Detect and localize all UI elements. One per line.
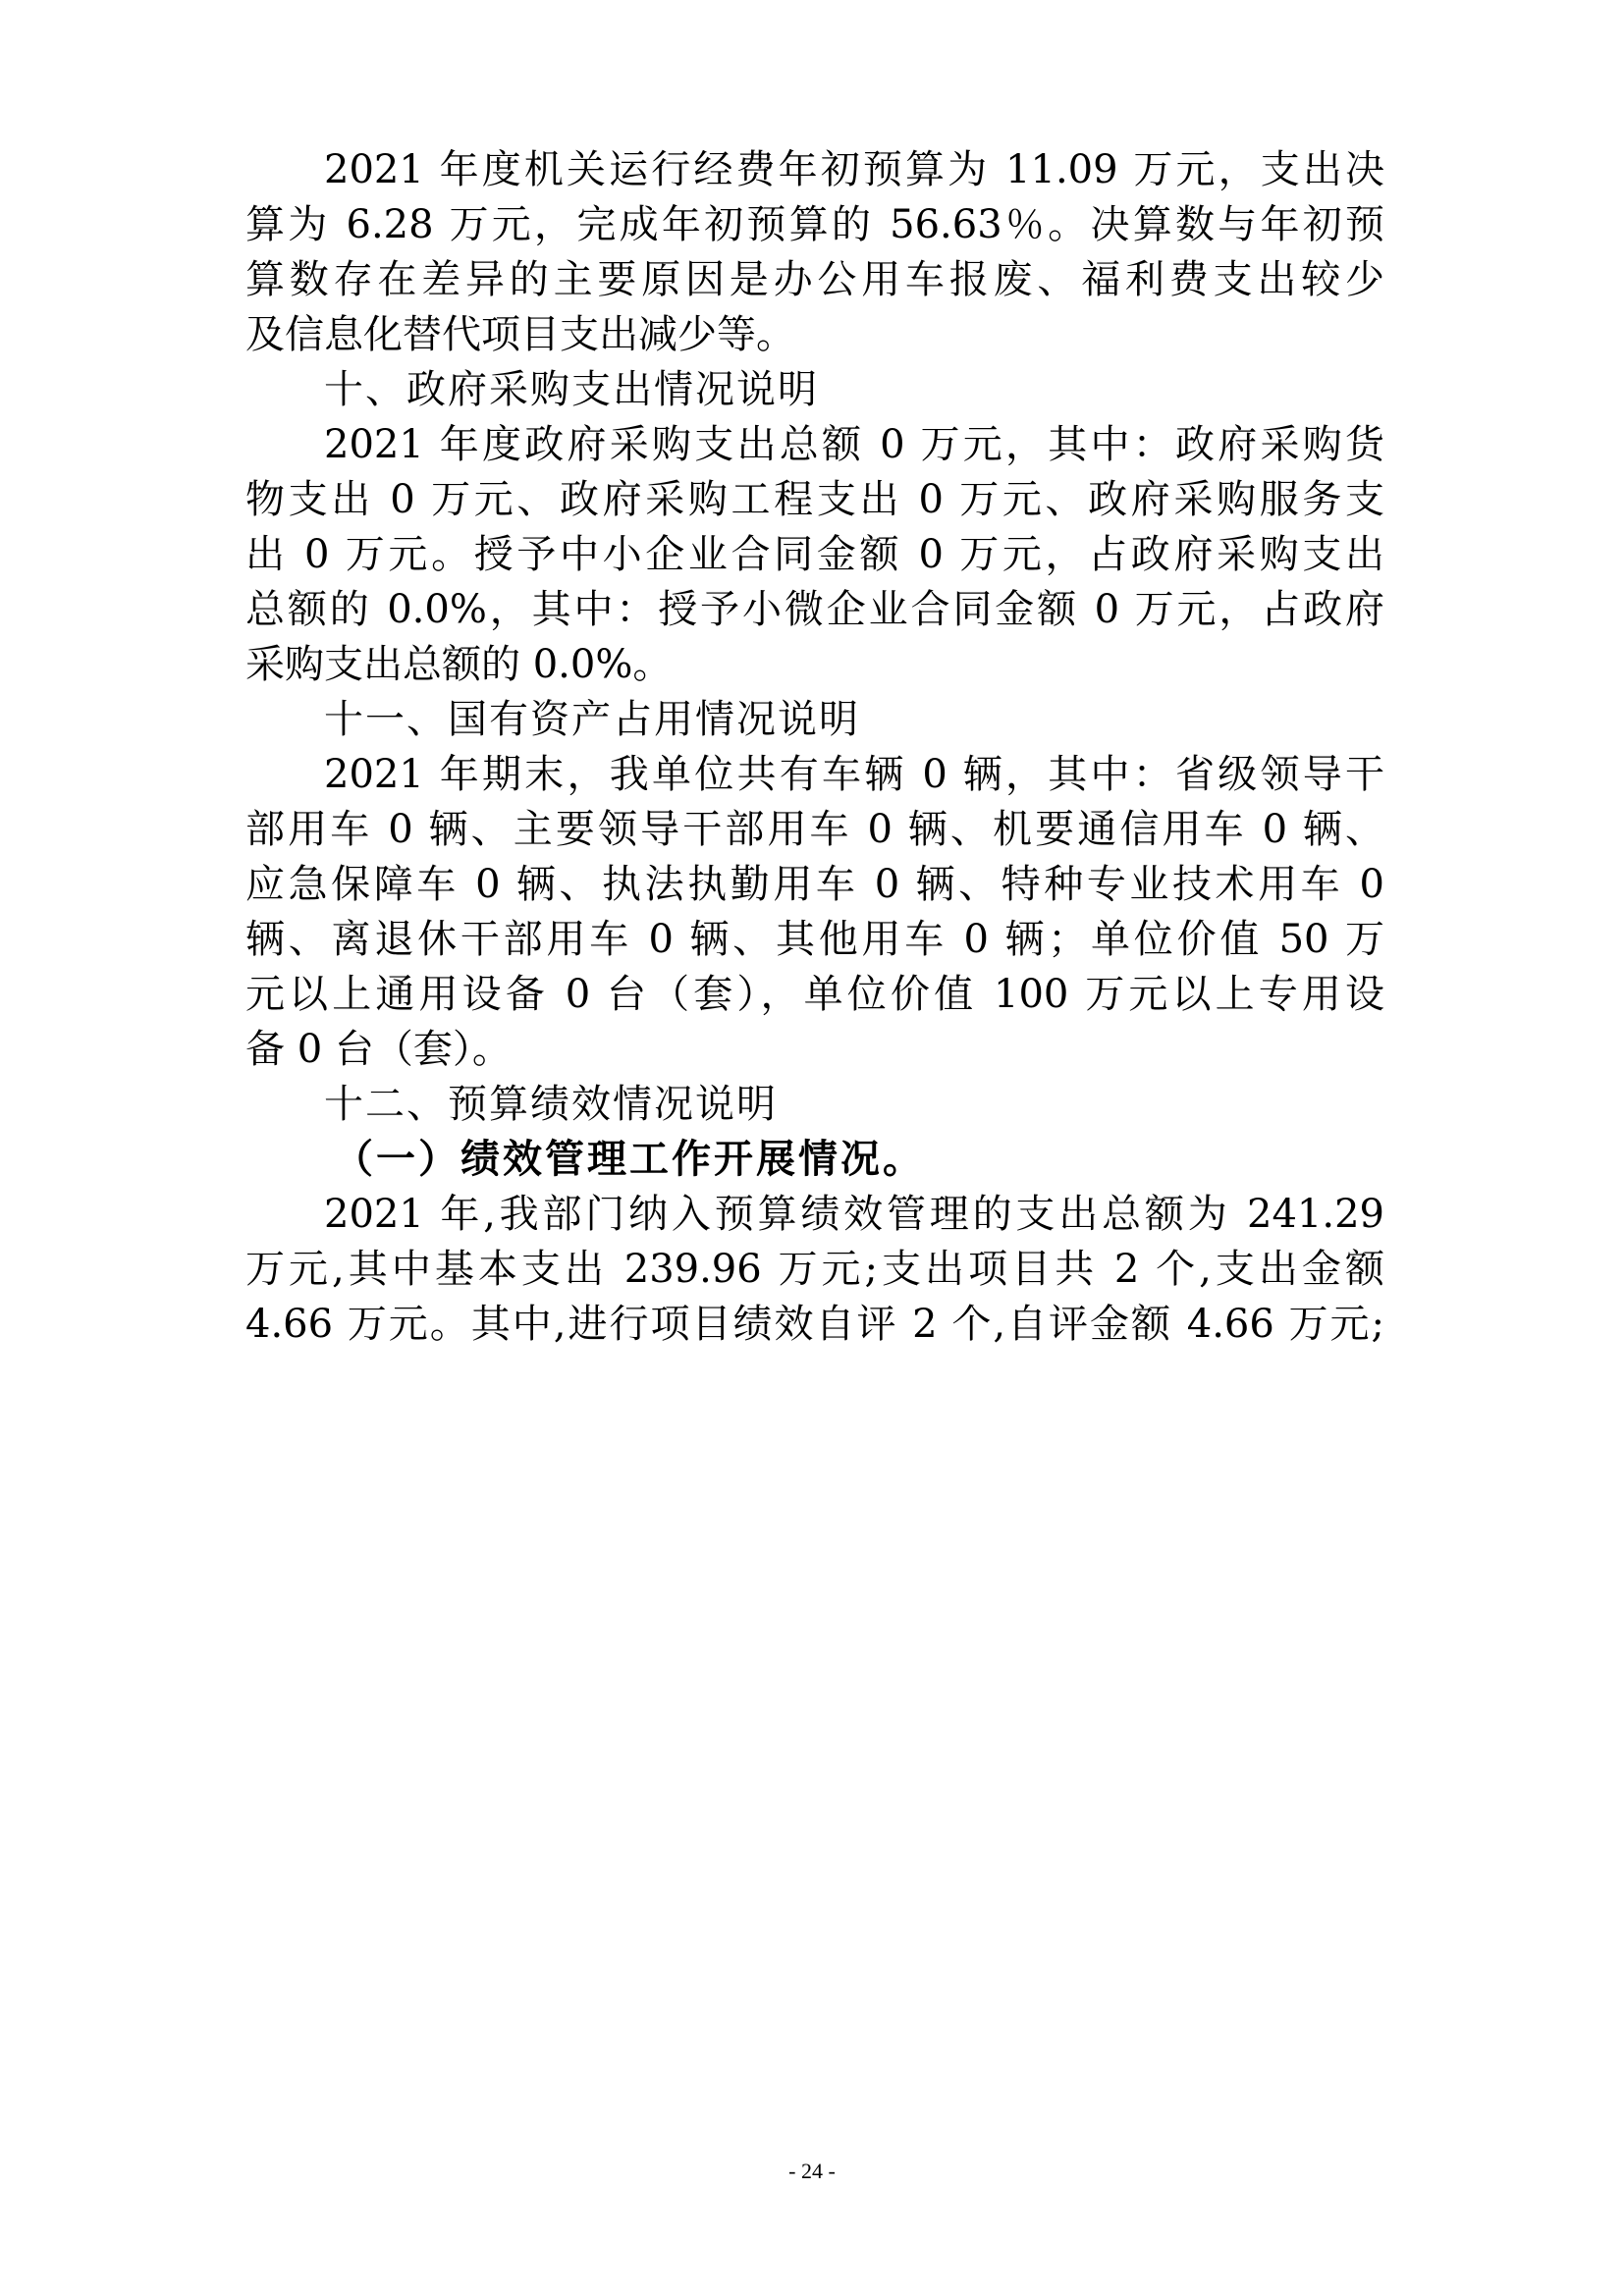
paragraph-line: 部用车 0 辆、主要领导干部用车 0 辆、机要通信用车 0 辆、 xyxy=(245,807,1384,852)
section-heading-11: 十一、国有资产占用情况说明 xyxy=(324,697,860,742)
paragraph-line: 2021 年,我部门纳入预算绩效管理的支出总额为 241.29 xyxy=(324,1192,1384,1237)
paragraph-line: 及信息化替代项目支出减少等。 xyxy=(245,312,795,357)
paragraph-line: 2021 年度政府采购支出总额 0 万元，其中：政府采购货 xyxy=(324,422,1384,467)
section-heading-10: 十、政府采购支出情况说明 xyxy=(324,367,819,412)
paragraph-line: 物支出 0 万元、政府采购工程支出 0 万元、政府采购服务支 xyxy=(245,477,1384,522)
paragraph-line: 2021 年度机关运行经费年初预算为 11.09 万元，支出决 xyxy=(324,147,1384,192)
page-number: - 24 - xyxy=(788,2159,836,2183)
subsection-heading-1: （一）绩效管理工作开展情况。 xyxy=(334,1137,925,1182)
paragraph-line: 出 0 万元。授予中小企业合同金额 0 万元，占政府采购支出 xyxy=(245,532,1384,577)
paragraph-line: 辆、离退休干部用车 0 辆、其他用车 0 辆；单位价值 50 万 xyxy=(245,917,1384,962)
paragraph-line: 4.66 万元。其中,进行项目绩效自评 2 个,自评金额 4.66 万元; xyxy=(245,1302,1384,1347)
section-heading-12: 十二、预算绩效情况说明 xyxy=(324,1082,778,1127)
paragraph-line: 备 0 台（套）。 xyxy=(245,1027,512,1072)
paragraph-line: 应急保障车 0 辆、执法执勤用车 0 辆、特种专业技术用车 0 xyxy=(245,862,1384,907)
paragraph-line: 2021 年期末，我单位共有车辆 0 辆，其中：省级领导干 xyxy=(324,752,1384,797)
paragraph-line: 元以上通用设备 0 台（套），单位价值 100 万元以上专用设 xyxy=(245,972,1384,1017)
paragraph-line: 算数存在差异的主要原因是办公用车报废、福利费支出较少 xyxy=(245,257,1384,302)
paragraph-line: 采购支出总额的 0.0%。 xyxy=(245,642,673,687)
paragraph-line: 算为 6.28 万元，完成年初预算的 56.63％。决算数与年初预 xyxy=(245,202,1384,247)
paragraph-line: 总额的 0.0%，其中：授予小微企业合同金额 0 万元，占政府 xyxy=(245,587,1384,632)
paragraph-line: 万元,其中基本支出 239.96 万元;支出项目共 2 个,支出金额 xyxy=(245,1247,1384,1292)
